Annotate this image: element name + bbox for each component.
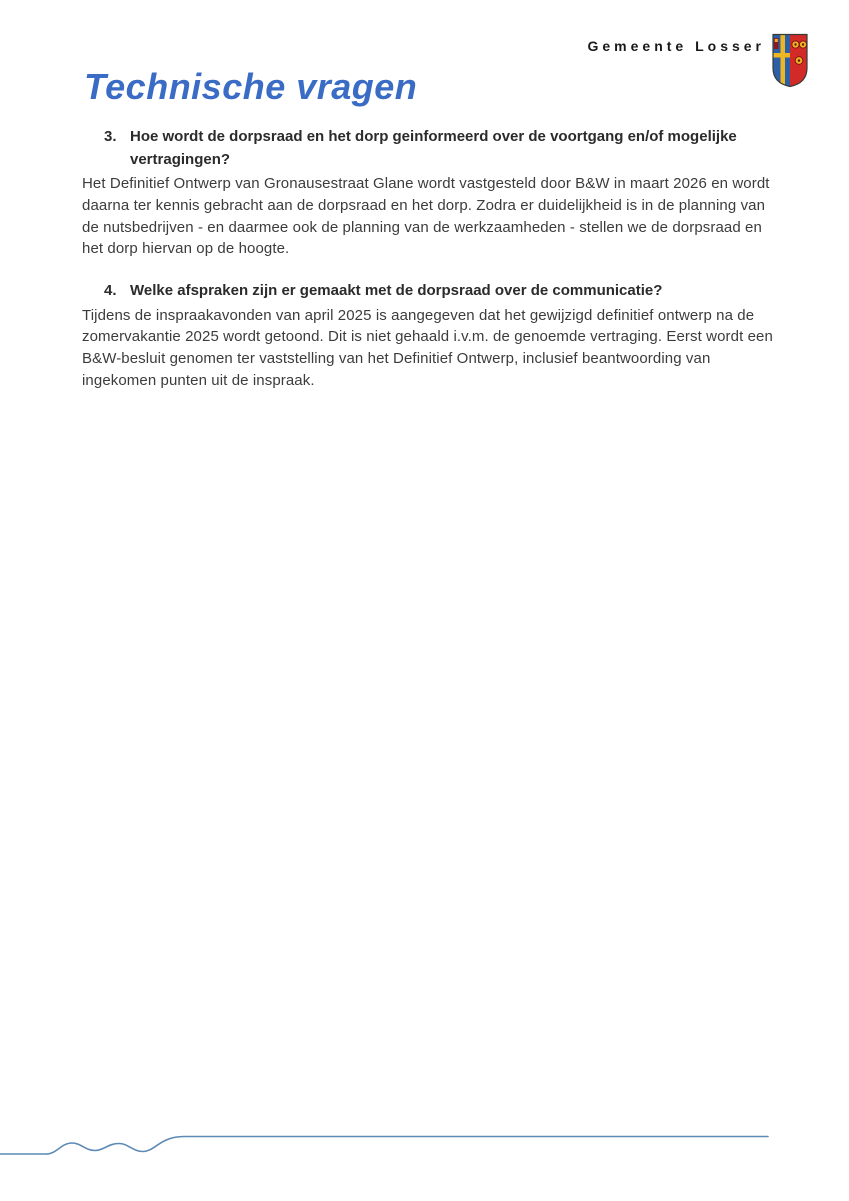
footer-wave-line xyxy=(0,1130,849,1158)
question-number: 4. xyxy=(104,282,117,300)
municipality-logo-text: Gemeente Losser xyxy=(587,38,765,54)
question-block-4 xyxy=(82,280,780,392)
coat-of-arms-icon xyxy=(771,33,809,88)
page-title: Technische vragen xyxy=(84,66,418,107)
question-text: Welke afspraken zijn er gemaakt met de dorpsraad over de communicatie? xyxy=(130,282,663,300)
question-block-3 xyxy=(82,126,780,260)
question-text: Hoe wordt de dorpsraad en het dorp geinformeerd over de voortgang en/of mogelijke vertragingen? xyxy=(130,128,737,168)
question-heading xyxy=(82,280,780,303)
question-heading xyxy=(82,126,780,171)
answer-text: Het Definitief Ontwerp van Gronausestraat Glane wordt vastgesteld door B&W in maart 2026 en wordt daarna ter kennis gebracht aan de dorpsraad en het dorp. Zodra er duidelijkheid is in de planning van de nutsbedrijven - en daarmee ook de planning van de werkzaamheden - stellen we de dorpsraad en het dorp hiervan op de hoogte. xyxy=(82,175,770,258)
answer-text: Tijdens de inspraakavonden van april 2025 is aangegeven dat het gewijzigd definitief ontwerp na de zomervakantie 2025 wordt getoond. Dit is niet gehaald i.v.m. de genoemde vertraging. Eerst wordt een B&W-besluit genomen ter vaststelling van het Definitief Ontwerp, inclusief beantwoording van ingekomen punten uit de inspraak. xyxy=(82,306,773,390)
document-body xyxy=(82,126,780,412)
question-number: 3. xyxy=(104,128,117,145)
